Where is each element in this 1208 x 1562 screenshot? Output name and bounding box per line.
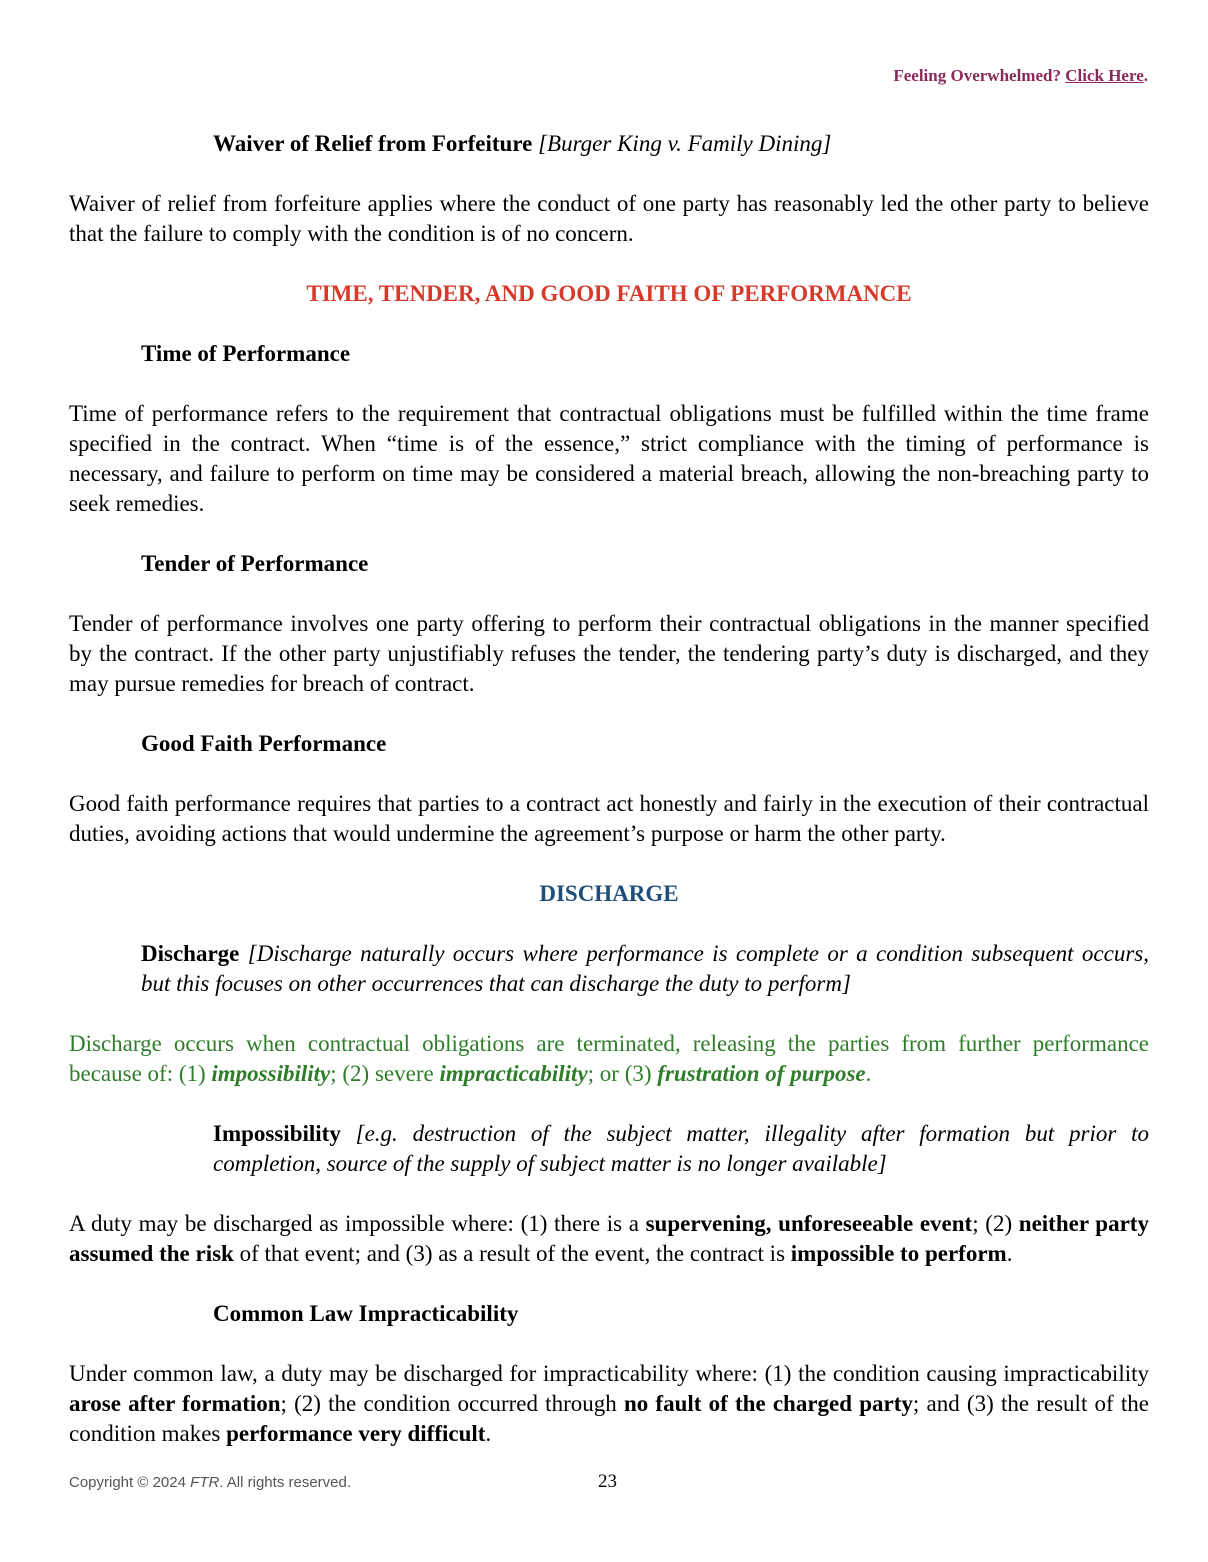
- discharge-text-part4: .: [865, 1061, 872, 1086]
- discharge-text-part1: Discharge occurs when contractual obligations are terminated, releasing the parties from further performance because of: (1): [69, 1031, 1149, 1086]
- time-title: Time of Performance: [141, 341, 351, 366]
- top-note-suffix: .: [1143, 66, 1148, 85]
- impossibility-title: Impossibility: [213, 1121, 341, 1146]
- click-here-link[interactable]: Click Here: [1065, 66, 1144, 85]
- imp-part-a: A duty may be discharged as impossible where: (1) there is a: [69, 1211, 646, 1236]
- imp-part-e: of that event; and (3) as a result of the event, the contract is: [233, 1241, 791, 1266]
- cl-part-b: arose after formation: [69, 1391, 281, 1416]
- top-note-text: Feeling Overwhelmed?: [893, 66, 1061, 85]
- discharge-text: [69, 1029, 1149, 1089]
- copyright-a: Copyright © 2024: [69, 1474, 191, 1491]
- imp-part-b: supervening, unforeseeable event: [645, 1211, 973, 1236]
- copyright: [69, 1474, 351, 1491]
- section-heading-discharge: DISCHARGE: [539, 881, 679, 906]
- section-heading-time-tender: TIME, TENDER, AND GOOD FAITH OF PERFORMANCE: [306, 281, 912, 306]
- impossibility-heading: [213, 1119, 1149, 1179]
- time-text: Time of performance refers to the requirement that contractual obligations must be fulfilled within the time frame specified in the contract. When “time is of the essence,” strict compliance with the timing of performance is necessary, and failure to perform on time may be considered a material breach, allowing the non-breaching party to seek remedies.: [69, 401, 1149, 516]
- term-impracticability: impracticability: [439, 1061, 588, 1086]
- cl-part-e: ; and (3) the result of the condition makes: [69, 1391, 1149, 1446]
- good-faith-title: Good Faith Performance: [141, 731, 387, 756]
- tender-text: Tender of performance involves one party offering to perform their contractual obligations in the manner specified by the contract. If the other party unjustifiably refuses the tender, the tendering party’s duty is discharged, and they may pursue remedies for breach of contract.: [69, 611, 1149, 696]
- cl-part-g: .: [485, 1421, 492, 1446]
- good-faith-text: Good faith performance requires that parties to a contract act honestly and fairly in the execution of their contractual duties, avoiding actions that would undermine the agreement’s purpose or harm the other party.: [69, 791, 1149, 846]
- copyright-c: . All rights reserved.: [219, 1474, 352, 1491]
- cl-part-f: performance very difficult: [226, 1421, 486, 1446]
- waiver-title: Waiver of Relief from Forfeiture: [213, 131, 533, 156]
- imp-part-d: neither party assumed the risk: [69, 1211, 1149, 1266]
- term-frustration: frustration of purpose: [657, 1061, 866, 1086]
- tender-title: Tender of Performance: [141, 551, 369, 576]
- waiver-heading: [213, 129, 831, 159]
- common-law-title: Common Law Impracticability: [213, 1301, 519, 1326]
- imp-part-c: ; (2): [972, 1211, 1019, 1236]
- discharge-heading: [141, 939, 1149, 999]
- common-law-text: [69, 1359, 1149, 1449]
- discharge-text-part2: ; (2) severe: [330, 1061, 440, 1086]
- impossibility-text: [69, 1209, 1149, 1269]
- discharge-text-part3: ; or (3): [587, 1061, 658, 1086]
- cl-part-c: ; (2) the condition occurred through: [280, 1391, 624, 1416]
- discharge-note: [Discharge naturally occurs where performance is complete or a condition subsequent occurs, but this focuses on other occurrences that can discharge the duty to perform]: [141, 941, 1150, 996]
- waiver-case: [Burger King v. Family Dining]: [538, 131, 832, 156]
- discharge-title: Discharge: [141, 941, 240, 966]
- waiver-text: Waiver of relief from forfeiture applies where the conduct of one party has reasonably led the other party to believe that the failure to comply with the condition is of no concern.: [69, 191, 1149, 246]
- top-note: [893, 66, 1148, 86]
- cl-part-a: Under common law, a duty may be discharged for impracticability where: (1) the condition causing impracticability: [69, 1361, 1149, 1386]
- imp-part-g: .: [1006, 1241, 1013, 1266]
- page-number: 23: [598, 1471, 617, 1492]
- imp-part-f: impossible to perform: [790, 1241, 1007, 1266]
- cl-part-d: no fault of the charged party: [623, 1391, 913, 1416]
- copyright-b: FTR: [190, 1474, 220, 1491]
- impossibility-note: [e.g. destruction of the subject matter, illegality after formation but prior to completion, source of the supply of subject matter is no longer available]: [213, 1121, 1149, 1176]
- term-impossibility: impossibility: [211, 1061, 331, 1086]
